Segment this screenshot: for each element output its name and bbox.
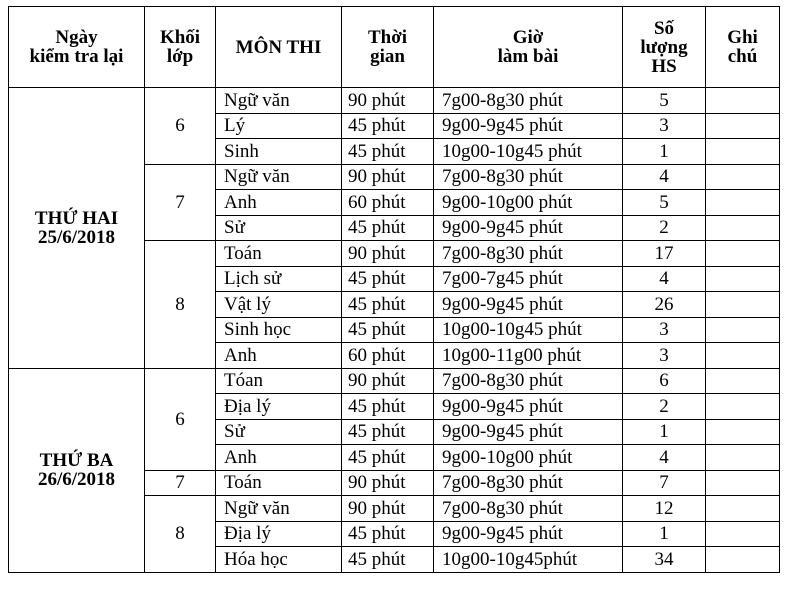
count-cell: 12	[623, 496, 706, 522]
count-cell: 7	[623, 470, 706, 496]
count-cell: 6	[623, 368, 706, 394]
duration-cell: 45 phút	[342, 317, 434, 343]
note-cell	[706, 317, 780, 343]
time-cell: 9g00-10g00 phút	[434, 190, 623, 216]
duration-cell: 45 phút	[342, 292, 434, 318]
note-cell	[706, 343, 780, 369]
subject-cell: Ngữ văn	[216, 88, 342, 114]
note-cell	[706, 215, 780, 241]
count-cell: 4	[623, 164, 706, 190]
duration-cell: 45 phút	[342, 547, 434, 573]
note-cell	[706, 419, 780, 445]
duration-cell: 90 phút	[342, 164, 434, 190]
duration-cell: 60 phút	[342, 343, 434, 369]
subject-cell: Sinh	[216, 139, 342, 165]
header-note: Ghi chú	[706, 7, 780, 88]
table-row	[9, 88, 780, 114]
time-cell: 10g00-11g00 phút	[434, 343, 623, 369]
count-cell: 3	[623, 343, 706, 369]
exam-schedule-table	[8, 6, 780, 573]
day-label-cell: THỨ HAI 25/6/2018	[9, 88, 145, 369]
header-time: Giờ làm bài	[434, 7, 623, 88]
count-cell: 4	[623, 445, 706, 471]
note-cell	[706, 470, 780, 496]
subject-cell: Anh	[216, 343, 342, 369]
note-cell	[706, 266, 780, 292]
note-cell	[706, 445, 780, 471]
grade-cell: 6	[145, 368, 216, 470]
count-cell: 1	[623, 521, 706, 547]
time-cell: 10g00-10g45 phút	[434, 317, 623, 343]
count-cell: 4	[623, 266, 706, 292]
time-cell: 10g00-10g45 phút	[434, 139, 623, 165]
note-cell	[706, 292, 780, 318]
day-label-cell: THỨ BA 26/6/2018	[9, 368, 145, 572]
time-cell: 9g00-9g45 phút	[434, 394, 623, 420]
subject-cell: Tóan	[216, 368, 342, 394]
duration-cell: 90 phút	[342, 368, 434, 394]
duration-cell: 45 phút	[342, 139, 434, 165]
duration-cell: 45 phút	[342, 266, 434, 292]
subject-cell: Anh	[216, 445, 342, 471]
header-row	[9, 7, 780, 88]
duration-cell: 45 phút	[342, 521, 434, 547]
duration-cell: 90 phút	[342, 88, 434, 114]
count-cell: 1	[623, 419, 706, 445]
time-cell: 7g00-8g30 phút	[434, 368, 623, 394]
header-count: Số lượng HS	[623, 7, 706, 88]
note-cell	[706, 139, 780, 165]
subject-cell: Ngữ văn	[216, 496, 342, 522]
time-cell: 7g00-8g30 phút	[434, 88, 623, 114]
time-cell: 9g00-9g45 phút	[434, 215, 623, 241]
header-subject: MÔN THI	[216, 7, 342, 88]
duration-cell: 60 phút	[342, 190, 434, 216]
header-duration: Thời gian	[342, 7, 434, 88]
subject-cell: Sinh học	[216, 317, 342, 343]
count-cell: 5	[623, 88, 706, 114]
header-grade: Khối lớp	[145, 7, 216, 88]
count-cell: 26	[623, 292, 706, 318]
note-cell	[706, 88, 780, 114]
count-cell: 3	[623, 113, 706, 139]
time-cell: 7g00-8g30 phút	[434, 164, 623, 190]
subject-cell: Ngữ văn	[216, 164, 342, 190]
duration-cell: 90 phút	[342, 470, 434, 496]
subject-cell: Địa lý	[216, 521, 342, 547]
note-cell	[706, 496, 780, 522]
note-cell	[706, 547, 780, 573]
subject-cell: Anh	[216, 190, 342, 216]
time-cell: 9g00-10g00 phút	[434, 445, 623, 471]
count-cell: 17	[623, 241, 706, 267]
note-cell	[706, 368, 780, 394]
duration-cell: 90 phút	[342, 496, 434, 522]
grade-cell: 8	[145, 496, 216, 573]
subject-cell: Sử	[216, 215, 342, 241]
time-cell: 9g00-9g45 phút	[434, 292, 623, 318]
subject-cell: Sử	[216, 419, 342, 445]
table-row	[9, 368, 780, 394]
time-cell: 9g00-9g45 phút	[434, 113, 623, 139]
duration-cell: 90 phút	[342, 241, 434, 267]
note-cell	[706, 394, 780, 420]
count-cell: 2	[623, 394, 706, 420]
time-cell: 7g00-7g45 phút	[434, 266, 623, 292]
grade-cell: 7	[145, 470, 216, 496]
duration-cell: 45 phút	[342, 113, 434, 139]
duration-cell: 45 phút	[342, 445, 434, 471]
schedule-body	[9, 88, 780, 573]
time-cell: 9g00-9g45 phút	[434, 419, 623, 445]
grade-cell: 6	[145, 88, 216, 165]
subject-cell: Vật lý	[216, 292, 342, 318]
time-cell: 7g00-8g30 phút	[434, 470, 623, 496]
duration-cell: 45 phút	[342, 419, 434, 445]
note-cell	[706, 190, 780, 216]
duration-cell: 45 phút	[342, 215, 434, 241]
count-cell: 2	[623, 215, 706, 241]
subject-cell: Hóa học	[216, 547, 342, 573]
subject-cell: Toán	[216, 241, 342, 267]
subject-cell: Lý	[216, 113, 342, 139]
duration-cell: 45 phút	[342, 394, 434, 420]
grade-cell: 7	[145, 164, 216, 241]
time-cell: 9g00-9g45 phút	[434, 521, 623, 547]
note-cell	[706, 113, 780, 139]
count-cell: 1	[623, 139, 706, 165]
subject-cell: Toán	[216, 470, 342, 496]
note-cell	[706, 241, 780, 267]
count-cell: 5	[623, 190, 706, 216]
count-cell: 3	[623, 317, 706, 343]
grade-cell: 8	[145, 241, 216, 369]
note-cell	[706, 521, 780, 547]
header-date: Ngày kiểm tra lại	[9, 7, 145, 88]
time-cell: 7g00-8g30 phút	[434, 241, 623, 267]
time-cell: 7g00-8g30 phút	[434, 496, 623, 522]
subject-cell: Địa lý	[216, 394, 342, 420]
note-cell	[706, 164, 780, 190]
time-cell: 10g00-10g45phút	[434, 547, 623, 573]
count-cell: 34	[623, 547, 706, 573]
subject-cell: Lịch sử	[216, 266, 342, 292]
